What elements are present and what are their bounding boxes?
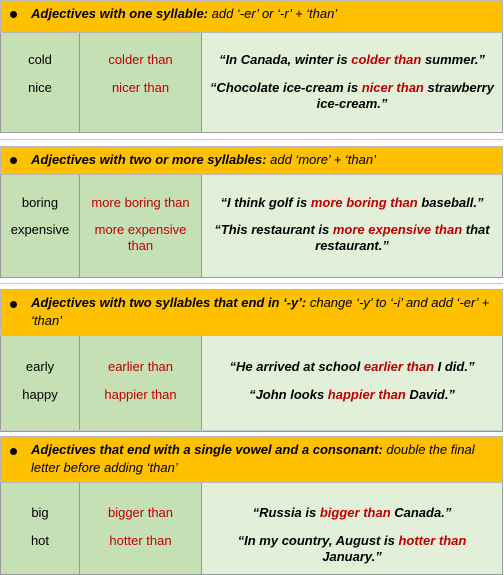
example-highlight: earlier than xyxy=(363,359,435,374)
example-highlight: hotter than xyxy=(398,533,467,548)
example-sentence xyxy=(243,387,461,403)
bullet-icon xyxy=(10,157,17,164)
section-one-syllable xyxy=(0,0,503,133)
example-text: “I think golf is xyxy=(220,195,311,210)
example-text: “Russia is xyxy=(252,505,320,520)
example-highlight: more boring than xyxy=(310,195,418,210)
example-text: January.” xyxy=(322,549,382,564)
example-column xyxy=(202,175,502,277)
section-two-syllables xyxy=(0,146,503,278)
adjective-column xyxy=(1,175,80,277)
bullet-icon xyxy=(10,301,17,308)
example-sentence xyxy=(224,359,481,375)
divider xyxy=(0,139,503,140)
divider xyxy=(0,283,503,284)
adjective-cell: nice xyxy=(28,80,52,95)
comparative-cell: bigger than xyxy=(107,505,174,520)
example-highlight: more expensive than xyxy=(332,222,463,237)
header-rest: add ‘-er’ or ‘-r’ + ‘than’ xyxy=(208,6,338,21)
adjective-cell: hot xyxy=(30,533,50,548)
example-highlight: happier than xyxy=(327,387,406,402)
comparative-cell: more expensive than xyxy=(94,222,187,253)
adjective-cell: big xyxy=(31,505,49,520)
example-highlight: bigger than xyxy=(319,505,391,520)
adjective-cell: cold xyxy=(28,52,52,67)
comparative-cell: happier than xyxy=(104,387,177,402)
section-grid xyxy=(0,175,503,278)
adjective-column xyxy=(1,33,80,132)
comparative-cell: more boring than xyxy=(91,195,190,210)
example-text: that restaurant.” xyxy=(315,222,490,253)
example-sentence xyxy=(213,52,491,68)
example-sentence xyxy=(215,195,490,211)
section-header xyxy=(0,0,503,33)
adjective-cell: expensive xyxy=(10,222,70,237)
example-text: I did.” xyxy=(434,359,475,374)
bullet-icon xyxy=(10,11,17,18)
section-header xyxy=(0,289,503,336)
example-text: “In Canada, winter is xyxy=(219,52,352,67)
comparative-cell: hotter than xyxy=(109,533,172,548)
comparative-column xyxy=(80,483,202,574)
example-sentence xyxy=(202,533,502,565)
example-text: “Chocolate ice-cream is xyxy=(210,80,362,95)
comparative-cell: colder than xyxy=(108,52,173,67)
example-column xyxy=(202,336,502,431)
example-text: Canada.” xyxy=(390,505,452,520)
example-text: strawberry ice-cream.” xyxy=(316,80,494,111)
header-bold: Adjectives with two or more syllables: xyxy=(31,152,267,167)
section-ends-in-y xyxy=(0,289,503,432)
example-sentence xyxy=(202,80,502,112)
divider xyxy=(0,430,503,431)
example-sentence xyxy=(247,505,458,521)
comparative-cell: nicer than xyxy=(111,80,170,95)
example-highlight: colder than xyxy=(351,52,422,67)
adjective-cell: happy xyxy=(22,387,58,402)
example-text: summer.” xyxy=(421,52,485,67)
example-sentence xyxy=(202,222,502,254)
example-text: “In my country, August is xyxy=(237,533,399,548)
header-bold: Adjectives with one syllable: xyxy=(31,6,208,21)
bullet-icon xyxy=(10,448,17,455)
example-column xyxy=(202,483,502,574)
section-header xyxy=(0,436,503,483)
header-rest: change ‘-y’ to ‘-i’ and add ‘-er’ + ‘than’ xyxy=(31,295,490,328)
example-highlight: nicer than xyxy=(361,80,424,95)
adjective-column xyxy=(1,483,80,574)
comparative-cell: earlier than xyxy=(107,359,174,374)
header-rest: double the final letter before adding ‘than’ xyxy=(31,442,475,475)
comparative-column xyxy=(80,336,202,431)
header-bold: Adjectives that end with a single vowel and a consonant: xyxy=(31,442,383,457)
example-text: “This restaurant is xyxy=(214,222,333,237)
section-header xyxy=(0,146,503,175)
section-grid xyxy=(0,33,503,133)
adjective-cell: early xyxy=(25,359,55,374)
comparative-column xyxy=(80,175,202,277)
section-vowel-consonant xyxy=(0,436,503,575)
adjective-column xyxy=(1,336,80,431)
example-column xyxy=(202,33,502,132)
example-text: David.” xyxy=(405,387,455,402)
header-bold: Adjectives with two syllables that end in ‘-y’: xyxy=(31,295,307,310)
adjective-cell: boring xyxy=(21,195,59,210)
example-text: baseball.” xyxy=(417,195,484,210)
comparative-column xyxy=(80,33,202,132)
header-rest: add ‘more’ + ‘than’ xyxy=(266,152,376,167)
example-text: “John looks xyxy=(249,387,328,402)
section-grid xyxy=(0,336,503,432)
section-grid xyxy=(0,483,503,575)
example-text: “He arrived at school xyxy=(229,359,364,374)
